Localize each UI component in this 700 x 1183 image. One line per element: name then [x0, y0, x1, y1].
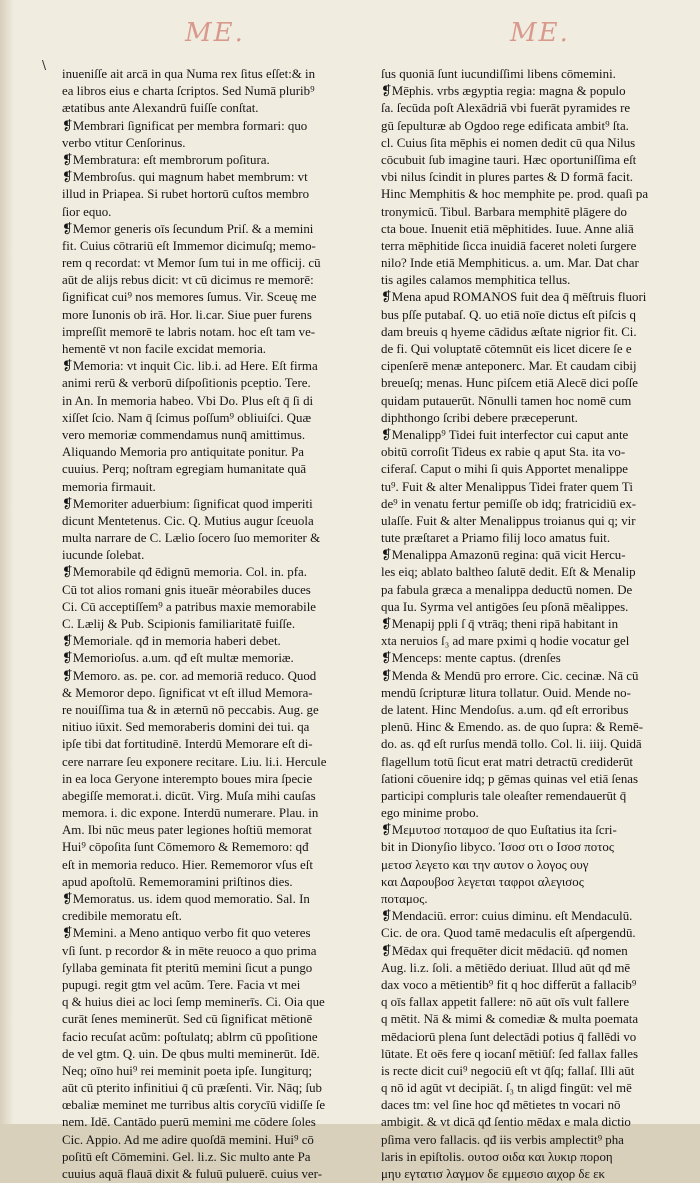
text-column-left: [62, 66, 362, 1183]
text-line: curāt ſenes meminerūt. Sed cū ſignificat mētionē: [62, 1012, 313, 1027]
text-line: credibile memoratu eſt.: [62, 909, 182, 924]
text-line: ❡Memoro. as. pe. cor. ad memoriā reduco. Quod: [62, 668, 317, 683]
text-line: pupugi. regit gtm vel acũm. Tere. Facia vt mei: [62, 977, 301, 992]
text-line: de vel gtm. Q. uin. De qbus multi meminerūt. Idē.: [62, 1046, 320, 1061]
text-line: ❡Menalippa Amazonū regina: quā vicit Hercu-: [381, 548, 626, 563]
text-line: tu⁹. Fuit & alter Menalippus Tidei frater quem Ti: [381, 479, 633, 494]
text-line: breueſq; menas. Hunc piſcem etiā Alecē dici poſſe: [381, 376, 639, 391]
text-line: eſt in memoria reduco. Hier. Rememoror vſus eſt: [62, 857, 313, 872]
text-line: ❡Membrari ſignificat per membra formari: quo: [62, 118, 308, 133]
text-line: Cic. de ora. Quod tamē medaculis eſt aſpergendū.: [381, 926, 636, 941]
text-line: Cic. Appio. Ad me adire quoſdā memini. Hui⁹ cō: [62, 1132, 314, 1147]
text-line: memora. i. dic expone. Interdū numerare. Plau. in: [62, 806, 319, 821]
text-line: quidam putauerūt. Nōnulli tamen hoc nomē cum: [381, 393, 632, 408]
text-line: Hinc Memphitis & hoc memphite pe. prod. quaſi pa: [381, 187, 649, 202]
text-line: ipſe tibi dat fortitudinē. Interdū Memorare eſt di-: [62, 737, 313, 752]
text-line: ❡Menda & Mendū pro errore. Cic. cecinæ. Nā cū: [381, 668, 639, 683]
text-line: μετοσ λεγετο και την αυτον ο λογος ουγ: [381, 857, 589, 872]
text-line: ❡Menapij ppli ſ q̄ vtrāq; theni ripā habitant in: [381, 617, 619, 631]
text-line: Cū tot alios romani gnis itueār mėorabiles duces: [62, 582, 311, 597]
text-line: ulaſſe. Fuit & alter Menalippus troianus qui q; vir: [381, 513, 636, 528]
text-line: και Δαρουβοσ λεγεται ταφροι αλεγισος: [381, 874, 584, 889]
text-line: apud apoſtolū. Rememoramini priſtinos dies.: [62, 874, 293, 889]
text-line: q & huius diei ac loci ſemp meminerīs. Ci. Oia que: [62, 995, 325, 1010]
text-line: fit. Cuius cōtrariū eſt Immemor dicimuſq; memo-: [62, 238, 316, 253]
text-line: cta boue. Inuenit etiā mēphitides. Iuue. Anne aliā: [381, 221, 634, 236]
text-line: re nouiſſima tua & in æternū nō peccabis. Aug. ge: [62, 702, 319, 717]
text-line: ❡Menceps: mente captus. (drenſes: [381, 651, 561, 666]
text-line: more Iunonis ob irā. Hor. li.car. Siue puer furens: [62, 307, 312, 322]
text-line: iucunde ſolebat.: [62, 548, 145, 563]
text-line: memoria firmauit.: [62, 479, 156, 494]
text-line: multa narrare de C. Lælio ſocero ſuo memoriter &: [62, 531, 321, 546]
text-line: gū ſepulturæ ab Ogdoo rege edificata ambit⁹ ſta.: [381, 118, 629, 133]
text-line: nitiuo iūxit. Sed memoraberis domini dei tui. qa: [62, 720, 310, 735]
text-line: ciferaſ. Caput o mihi ſi quis Apportet menalippe: [381, 462, 629, 477]
text-line: ποταμος.: [381, 892, 428, 906]
text-line: ❡Memoriter aduerbium: ſignificat quod imperiti: [62, 496, 313, 511]
text-line: ❡Memoriale. qđ in memoria haberi debet.: [62, 634, 281, 649]
text-line: cl. Cuius ſita mēphis ei nomen dedit cū qua Nilus: [381, 135, 636, 150]
text-line: mendū ſcripturæ litura tollatur. Ouid. Mende no-: [381, 685, 631, 700]
text-line: vero memoriæ commendamus nunq̄ amittimus.: [62, 427, 306, 442]
text-line: de latent. Hinc Mendoſus. a.um. qđ eſt erroribus: [381, 702, 629, 717]
text-line: ſa. ſecūda poſt Alexādriā vbi fuerāt pyramides re: [381, 101, 631, 116]
text-line: ❡Mendaciū. error: cuius diminu. eſt Mendaculū.: [381, 909, 633, 924]
text-line: facio recuſat acũm: poſtulatq; ablrm cū ppoſitione: [62, 1029, 318, 1044]
text-line: ſignificat cui⁹ nos memores ſumus. Vir. Sceuę me: [62, 290, 317, 305]
text-line: ❡Membroſus. qui magnum habet membrum: vt: [62, 170, 308, 185]
text-line: dax voco a mētientib⁹ fit q hoc differūt a fallacib⁹: [381, 977, 637, 992]
text-line: dicunt Mentetenus. Cic. Q. Mutius augur ſceuola: [62, 513, 314, 528]
text-line: ❡Mena apud ROMANOS fuit dea q̄ mēſtruis fluori: [381, 290, 647, 305]
text-line: tute præſtaret a Priamo filij loco amatus fuit.: [381, 531, 611, 546]
corner-mark: \: [42, 58, 47, 72]
text-line: rem q recordat: vt Memor ſum tui in me officij. cū: [62, 256, 321, 271]
text-line: tis agiles calamos memphitica tellus.: [381, 273, 571, 288]
text-line: ſyllaba geminata fit pteritū memini ſicut a pungo: [62, 960, 313, 975]
text-line: Am. Ibi nūc meus pater legiones hoſtiū memorat: [62, 823, 312, 838]
text-line: xta neruios ſ₃ ad mare pximi q hodie vocatur gel: [381, 634, 630, 649]
text-line: plenū. Hinc & Emendo. as. de quo ſupra: & Remē-: [381, 720, 644, 735]
text-line: cuuius. Perq; noſtram egregiam humanitate quā: [62, 462, 307, 477]
text-line: ❡Mēphis. vrbs ægyptia regia: magna & populo: [381, 84, 626, 99]
text-line: q mētit. Nā & mimi & comediæ & multa poemata: [381, 1012, 639, 1027]
text-line: Neq; oīno hui⁹ rei meminit poeta ipſe. Iungiturq;: [62, 1063, 313, 1078]
text-line: cipenſerē menæ anteponerc. Mar. Et caudam cibij: [381, 359, 637, 374]
text-line: bus pſſe putabaſ. Q. uo etiā noīe dictus eſt piſcis q: [381, 307, 636, 322]
text-line: nilo? Inde etiā Memphiticus. a. um. Mar. Dat char: [381, 256, 639, 271]
text-line: ❡Mēdax qui frequēter dicit mēdaciū. qđ nomen: [381, 943, 628, 958]
text-line: aūt de alijs rebus dicit: vt cū dicimus re memorē:: [62, 273, 314, 288]
text-line: ❡Memorioſus. a.um. qđ eſt multæ memoriæ.: [62, 651, 294, 666]
text-line: in An. In memoria habeo. Vbi Do. Plus eſt q̄ ſi di: [62, 393, 314, 408]
text-line: ſior equo.: [62, 204, 112, 219]
text-line: ❡Μεμυτοσ ποταμοσ de quo Euſtatius ita ſcri-: [381, 823, 617, 838]
text-line: ego minime probo.: [381, 806, 479, 821]
text-line: μηυ εγτατισ λαγμον δε εμμεσιο αιχορ δε εκ: [381, 1167, 606, 1181]
text-line: animi rerū & verborū diſpoſitionis pceptio. Tere.: [62, 376, 311, 391]
text-line: de fi. Qui voluptatē cōtemnūt eis licet dicere ſe e: [381, 342, 632, 356]
text-line: Hui⁹ cōpoſita ſunt Cōmemoro & Rememoro: qđ: [62, 840, 309, 855]
text-line: ❡Memini. a Meno antiquo verbo fit quo veteres: [62, 926, 311, 941]
text-line: les eiq; ablato baltheo ſalutē dedit. Eſt & Menalip: [381, 565, 636, 580]
text-line: ambigit. & vt dicā qđ ſentio mēdax e mala dictio: [381, 1115, 631, 1130]
text-line: inueniſſe ait arcā in qua Numa rex ſitus eſſet:& in: [62, 67, 316, 81]
text-line: pſima vero fallacis. qđ iis verbis amplectit⁹ pha: [381, 1132, 624, 1147]
text-line: terra mēphitide ſicca inuidiā faceret noleti ſurgere: [381, 238, 637, 253]
text-line: bit in Dionyſio libyco. Ἰσοσ οτι ο Ισοσ ποτος: [381, 840, 614, 855]
text-line: ſationi cōuenire idq; p gēmas quinas vel etiā ſenas: [381, 771, 639, 786]
text-line: ❡Memor generis oīs ſecundum Priſ. & a memini: [62, 221, 314, 236]
text-line: qua Iu. Syrma vel antigōes ſeu pſonā mēalippes.: [381, 599, 629, 614]
text-line: Aug. li.z. ſoli. a mētiēdo deriuat. Illud aūt qđ mē: [381, 960, 631, 975]
text-line: impreſſit memorē te labris notam. hoc eſt tam ve-: [62, 324, 316, 339]
text-line: pa fabula græca a menalippa deductū nomen. De: [381, 582, 633, 597]
text-line: illud in Priapea. Si rubet hortorū cuſtos membro: [62, 187, 310, 202]
text-line: in ea loca Geryone interempto boues mira ſpecie: [62, 771, 313, 786]
text-line: aūt cū pterito infinitiui q̄ cū præſenti. Vir. Nāq; ſub: [62, 1081, 322, 1096]
text-line: de⁹ in venatu fertur pemiſſe ob idq; fratricidiū ex-: [381, 496, 637, 511]
text-line: daces tm: vel ſine hoc qđ mētietes tn vocari nō: [381, 1098, 621, 1113]
text-line: diphthongo ſcribi debere præceperunt.: [381, 410, 578, 425]
text-line: is recte dicit cui⁹ negociū eſt vt q̄ſq; fallaſ. Illi aūt: [381, 1063, 635, 1078]
text-line: q nō id agūt vt decipiāt. ſ₃ tn aligd fingūt: vel mē: [381, 1081, 632, 1096]
text-line: verbo vtitur Cenſorinus.: [62, 135, 186, 150]
text-line: mēdaciorū plena ſunt delectādi potius q̄ fallēdi vo: [381, 1029, 637, 1044]
text-line: ætatibus ante Alexandrū fuiſſe conſtat.: [62, 101, 259, 116]
text-line: nem. Idē. Cantādo puerū memini me cōdere ſoles: [62, 1115, 316, 1130]
text-line: ❡Menalipp⁹ Tidei fuit interfector cui caput ante: [381, 427, 629, 442]
text-line: do. as. qđ eſt rurſus mendā tollo. Col. li. iiij. Quidā: [381, 737, 642, 752]
page-header-mark-right: ME.: [510, 18, 570, 48]
text-line: & Memoror depo. ſignificat vt eſt illud Memora-: [62, 685, 313, 700]
text-line: Ci. Cū acceptiſſem⁹ a patribus maxie memorabile: [62, 599, 316, 614]
text-line: ea libros eius e charta ſcriptos. Sed Numā plurib⁹: [62, 84, 315, 99]
text-line: Aliquando Memoria pro antiquitate ponitur. Pa: [62, 445, 305, 460]
text-line: flagellum totū ſicut erat matri detractū crediderūt: [381, 754, 633, 769]
text-line: vſi ſunt. p recordor & in mēte reuoco a quo prima: [62, 943, 317, 958]
text-line: abegiſſe memorat.i. dicūt. Virg. Muſa mihi cauſas: [62, 788, 316, 803]
text-line: participi compluris tale oleaſter remendauerūt q̄: [381, 788, 627, 803]
text-line: tronymicū. Tibul. Barbara memphitē plāgere do: [381, 204, 627, 219]
text-line: lūtate. Et oēs fere q iocanſ mētiūſ: ſed fallax falles: [381, 1046, 638, 1061]
text-line: cōcubuit ſub imagine tauri. Hæc oportuniſſima eſt: [381, 152, 637, 167]
text-line: C. Lælij & Pub. Scipionis familiaritatē fuiſſe.: [62, 617, 296, 631]
page-header-mark-left: ME.: [185, 18, 245, 48]
text-line: dam breuis q hyeme cādidus æſtate nigrior fit. Ci.: [381, 324, 637, 339]
text-line: ❡Membratura: eſt membrorum poſitura.: [62, 152, 270, 167]
text-line: œbaliæ meminet me turribus altis corycīū vidiſſe ſe: [62, 1098, 326, 1113]
text-line: cere narrare ſeu exponere recitare. Liu. li.i. Hercule: [62, 754, 327, 769]
text-line: cuuius aquā flauā dixit & fuluū puluerē. cuius ver-: [62, 1167, 322, 1181]
text-line: laris in epiſtolis. ουτοσ οιδα και λυκιρ ποροη: [381, 1149, 613, 1164]
text-column-right: [381, 66, 671, 1183]
text-line: ❡Memorabile qđ ēdignū memoria. Col. in. pfa.: [62, 565, 307, 580]
text-line: hementē vt non facile excidat memoria.: [62, 342, 267, 356]
text-line: xiſſet ſcio. Nam q̄ ſcimus poſſum⁹ obliuiſci. Quæ: [62, 410, 312, 425]
text-line: ſus quoniā ſunt iucundiſſimi libens cōmemini.: [381, 67, 616, 81]
text-line: q oīs fallax appetit fallere: nō aūt oīs vult fallere: [381, 995, 630, 1010]
text-line: ❡Memoria: vt inquit Cic. lib.i. ad Here. Eſt firma: [62, 359, 318, 374]
text-line: poſitū eſt Cōmemini. Gel. li.z. Sic multo ante Pa: [62, 1149, 311, 1164]
text-line: obitū corroſit Tideus ex rabie q aput Sta. ita vo-: [381, 445, 626, 460]
text-line: ❡Memoratus. us. idem quod memoratio. Sal. In: [62, 892, 310, 906]
text-line: vbi nilus ſcindit in plures partes & D formā facit.: [381, 170, 634, 185]
